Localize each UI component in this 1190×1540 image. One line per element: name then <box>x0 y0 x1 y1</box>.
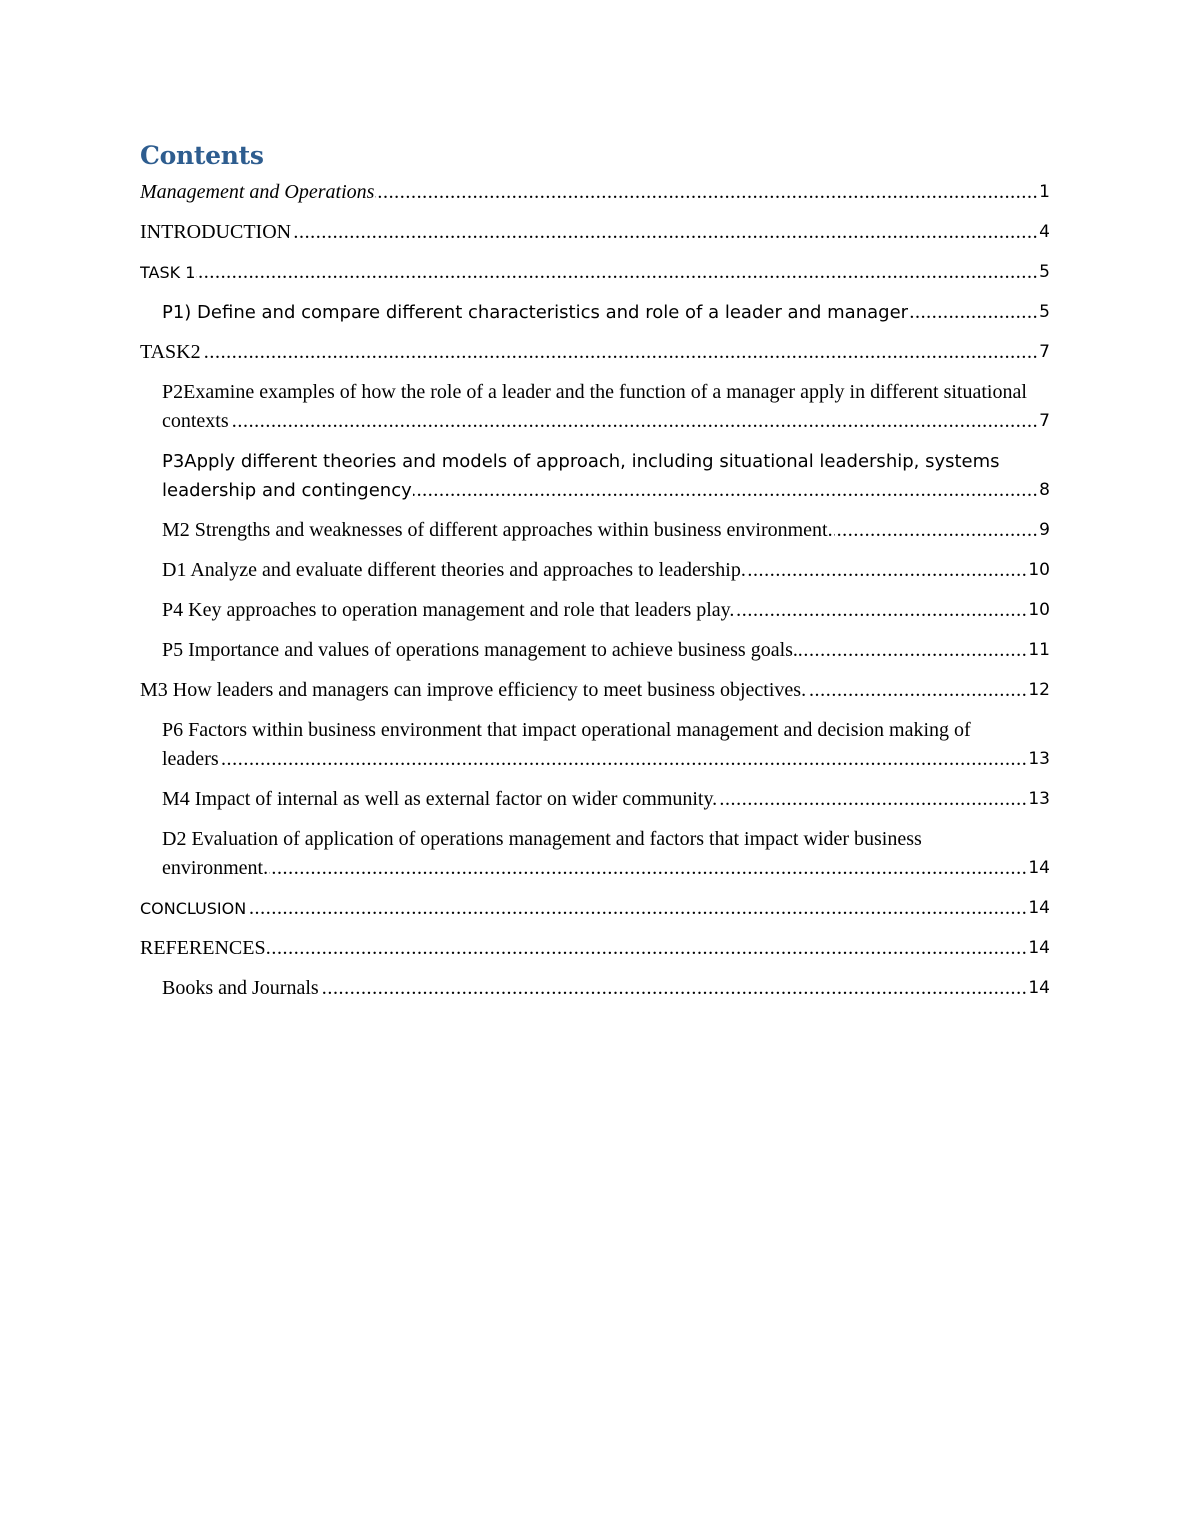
toc-entry-label: P5 Importance and values of operations management to achieve business goals. <box>162 639 798 661</box>
toc-entry-page-number: 14 <box>1027 974 1050 1003</box>
toc-entry-page-number: 12 <box>1027 676 1050 705</box>
toc-entry-page-number: 14 <box>1027 934 1050 963</box>
toc-entry-page-number: 14 <box>1027 894 1050 923</box>
toc-entry-label: INTRODUCTION <box>140 221 292 243</box>
toc-heading: Contents <box>140 141 264 170</box>
toc-entry-p3[interactable] <box>140 447 1050 505</box>
toc-entry-label: P2Examine examples of how the role of a leader and the function of a manager apply in different situational contexts <box>162 381 1027 432</box>
toc-entry-page-number: 9 <box>1038 516 1050 545</box>
toc-entry-p6[interactable] <box>140 716 1050 774</box>
toc-entry-page-number: 5 <box>1038 258 1050 287</box>
toc-entry-label: TASK 1 <box>140 263 196 282</box>
toc-entry-page-number: 7 <box>1038 407 1050 436</box>
toc-entry-label: TASK2 <box>140 341 201 363</box>
toc-entry-p5[interactable] <box>140 636 1050 665</box>
toc-entry-d2[interactable] <box>140 825 1050 883</box>
toc-entry-page-number: 10 <box>1027 596 1050 625</box>
toc-entry-references[interactable] <box>140 934 1050 963</box>
toc-entry-page-number: 13 <box>1027 745 1050 774</box>
toc-entry-label: P4 Key approaches to operation management and role that leaders play. <box>162 599 735 621</box>
toc-entry-m3[interactable] <box>140 676 1050 705</box>
toc-entry-p1[interactable] <box>140 298 1050 327</box>
toc-entry-label: P6 Factors within business environment that impact operational management and decision making of leaders <box>162 719 971 770</box>
toc-entry-page-number: 11 <box>1027 636 1050 665</box>
toc-entry-management-and-operations[interactable] <box>140 178 1050 207</box>
toc-entry-label: P3Apply different theories and models of approach, including situational leadership, systems leadership and contingency <box>162 451 1000 501</box>
toc-entry-page-number: 7 <box>1038 338 1050 367</box>
toc-entry-task-1[interactable] <box>140 258 1050 287</box>
toc-entry-label: P1) Define and compare different characteristics and role of a leader and manager <box>162 302 909 323</box>
toc-entry-label: REFERENCES <box>140 937 266 959</box>
toc-entry-label: Management and Operations <box>140 181 375 203</box>
toc-entry-conclusion[interactable] <box>140 894 1050 923</box>
toc-entry-label: D1 Analyze and evaluate different theories and approaches to leadership. <box>162 559 746 581</box>
toc-entry-introduction[interactable] <box>140 218 1050 247</box>
toc-entry-label: M4 Impact of internal as well as external factor on wider community. <box>162 788 718 810</box>
toc-entry-books-and-journals[interactable] <box>140 974 1050 1003</box>
toc-entry-label: D2 Evaluation of application of operations management and factors that impact wider business environment. <box>162 828 922 879</box>
toc-entry-task-2[interactable] <box>140 338 1050 367</box>
toc-entry-page-number: 5 <box>1038 298 1050 327</box>
toc-entry-p4[interactable] <box>140 596 1050 625</box>
toc-entry-page-number: 4 <box>1038 218 1050 247</box>
toc-entry-d1[interactable] <box>140 556 1050 585</box>
toc-entry-m4[interactable] <box>140 785 1050 814</box>
toc-entry-page-number: 13 <box>1027 785 1050 814</box>
toc-entry-page-number: 10 <box>1027 556 1050 585</box>
toc-entry-label: M3 How leaders and managers can improve efficiency to meet business objectives. <box>140 679 807 701</box>
table-of-contents <box>140 138 1050 1014</box>
toc-entry-label: M2 Strengths and weaknesses of different approaches within business environment. <box>162 519 833 541</box>
toc-entry-p2[interactable] <box>140 378 1050 436</box>
toc-entry-page-number: 14 <box>1027 854 1050 883</box>
toc-entry-label: CONCLUSION <box>140 899 247 918</box>
toc-entry-m2[interactable] <box>140 516 1050 545</box>
toc-entry-label: Books and Journals <box>162 977 319 999</box>
toc-entry-page-number: 8 <box>1038 476 1050 505</box>
toc-entry-page-number: 1 <box>1038 178 1050 207</box>
